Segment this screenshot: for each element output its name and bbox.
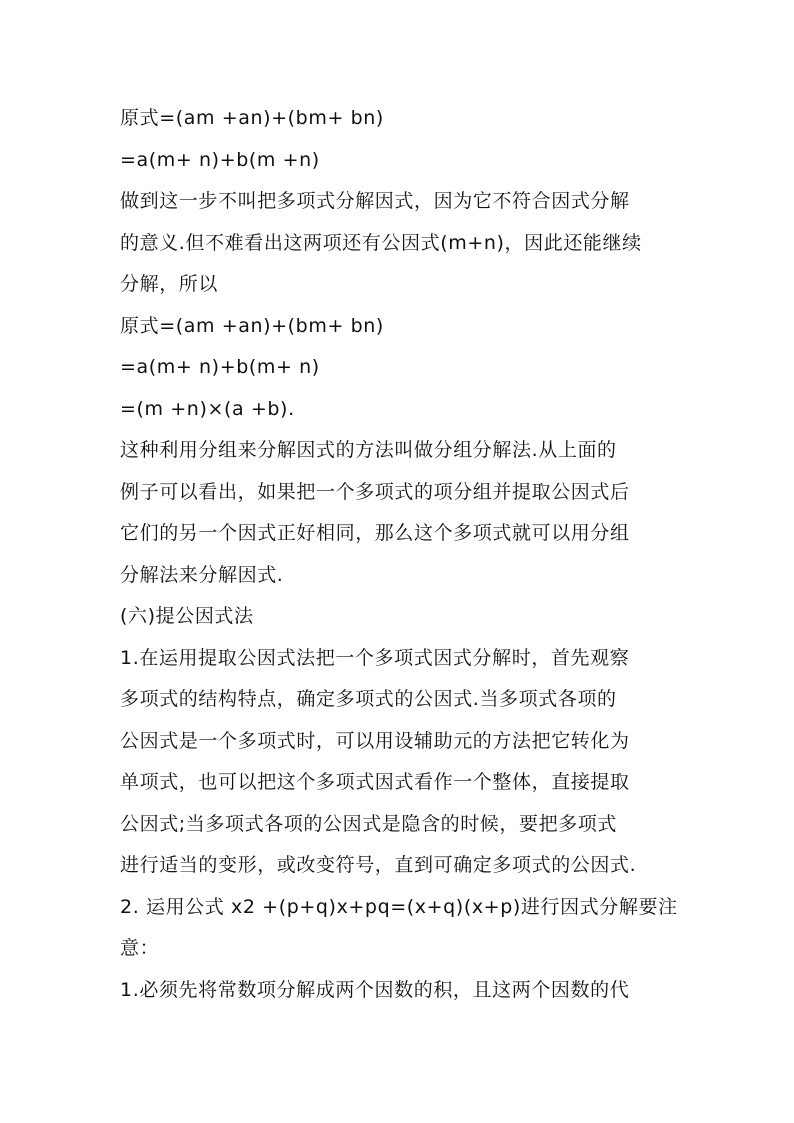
text-line: 1.必须先将常数项分解成两个因数的积，且这两个因数的代	[120, 978, 630, 1001]
text-line: 做到这一步不叫把多项式分解因式，因为它不符合因式分解	[120, 190, 630, 212]
text-line: =a(m+ n)+b(m+ n)	[120, 356, 320, 378]
text-line: 分解，所以	[120, 273, 219, 295]
text-line: =a(m+ n)+b(m +n)	[120, 148, 320, 171]
text-line: 原式=(am +an)+(bm+ bn)	[120, 107, 384, 129]
text-line: 公因式是一个多项式时，可以用设辅助元的方法把它转化为	[120, 729, 630, 752]
text-line: 原式=(am +an)+(bm+ bn)	[120, 314, 384, 337]
document-body	[120, 104, 680, 1017]
text-line: 进行适当的变形，或改变符号，直到可确定多项式的公因式.	[120, 854, 637, 876]
text-line: 2. 运用公式 x2 +(p+q)x+pq=(x+q)(x+p)进行因式分解要注	[120, 895, 678, 918]
text-line: 这种利用分组来分解因式的方法叫做分组分解法.从上面的	[120, 439, 617, 461]
text-line: 分解法来分解因式.	[120, 563, 284, 586]
text-line: 意：	[120, 937, 160, 959]
text-line: 例子可以看出，如果把一个多项式的项分组并提取公因式后	[120, 480, 630, 503]
text-line: 公因式;当多项式各项的公因式是隐含的时候，要把多项式	[120, 812, 618, 835]
text-line: 1.在运用提取公因式法把一个多项式因式分解时，首先观察	[120, 646, 630, 669]
text-line: 多项式的结构特点，确定多项式的公因式.当多项式各项的	[120, 688, 617, 710]
section-heading: (六)提公因式法	[120, 605, 254, 627]
text-line: =(m +n)×(a +b).	[120, 397, 295, 420]
text-line: 的意义.但不难看出这两项还有公因式(m+n)，因此还能继续	[120, 231, 642, 254]
text-line: 单项式，也可以把这个多项式因式看作一个整体，直接提取	[120, 771, 630, 793]
text-line: 它们的另一个因式正好相同，那么这个多项式就可以用分组	[120, 522, 630, 544]
